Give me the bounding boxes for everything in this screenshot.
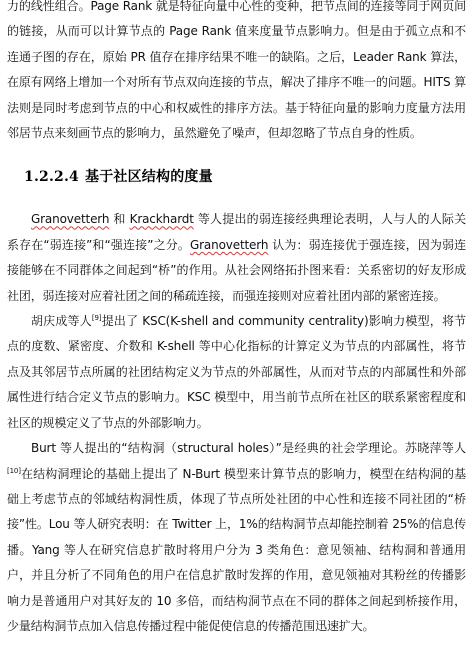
citation-ref: [9] [91, 314, 102, 323]
author-name: Krackhardt [129, 212, 194, 227]
text-fragment: 提出了 KSC(K-shell and community centrality)影响力模型，将节点的度数、紧密度、介数和 K-shell 等中心化指标的计算定义为节点的内部属性，将节点及其邻居节点所属的社团结构定义为节点的外部属性，从而对节点的内部属性和外部属性进行结合定义节点的影响力。KSC 模型中，用当前节点所在社区的联系紧密程度和社区的规模定义了节点的外部影响力。 [7, 314, 466, 430]
paragraph-ksc [7, 309, 466, 436]
text-fragment: Burt 等人提出的“结构洞（structural holes）”是经典的社会学理论。苏晓萍等人 [31, 441, 466, 456]
section-number: 1.2.2.4 [24, 169, 79, 186]
author-name: Granovetterh [31, 212, 110, 227]
section-title: 基于社区结构的度量 [85, 169, 213, 186]
section-heading [24, 167, 466, 187]
text-fragment: 和 [109, 212, 130, 227]
paragraph-weak-ties [7, 207, 466, 309]
paragraph-pagerank: 力的线性组合。Page Rank 就是特征向量中心性的变种，把节点间的连接等同于网页间的链接，从而可以计算节点的 Page Rank 值来度量节点影响力。但是由于孤立点和不连通子图的存在，原始 PR 值存在排序结果不唯一的缺陷。之后，Leader Rank 算法，在原有网络上增加一个对所有节点双向连接的节点，解决了排序不唯一的问题。HITS 算法则是同时考虑到节点的中心和权威性的排序方法。基于特征向量的影响力度量方法用邻居节点来刻画节点的影响力，虽然避免了噪声，但却忽略了节点自身的性质。 [7, 0, 466, 141]
text-fragment: 等人提出的弱连接经典理论表明，人与人的人际关系存在“弱连接”和“强连接”之分。 [7, 212, 466, 252]
text-fragment: 认为：弱连接优于强连接，因为弱连接能够在不同群体之间起到“桥”的作用。从社会网络拓扑图来看：关系密切的好友形成社团，弱连接对应着社团之间的稀疏连接，而强连接则对应着社团内部的紧密连接。 [7, 237, 466, 303]
text-fragment: 在结构洞理论的基础上提出了 N-Burt 模型来计算节点的影响力，模型在结构洞的基础上考虑节点的邻域结构洞性质，体现了节点所处社团的中心性和连接不同社团的“桥接”性。Lou 等人研究表明：在 Twitter 上，1%的结构洞节点却能控制着 25%的信息传播。Yang 等人在研究信息扩散时将用户分为 3 类角色：意见领袖、结构洞和普通用户，并且分析了不同角色的用户在信息扩散时发挥的作用，意见领袖对其粉丝的传播影响力是普通用户对其好友的 10 多倍，而结构洞节点在不同的群体之间起到桥接作用，少量结构洞节点加入信息传播过程中能促使信息的传播范围迅速扩大。 [7, 466, 466, 633]
author-name: Granovetterh [189, 237, 269, 252]
text-fragment: 胡庆成等人 [31, 314, 92, 329]
paragraph-structural-holes [7, 436, 466, 639]
citation-ref: [10] [7, 466, 21, 475]
